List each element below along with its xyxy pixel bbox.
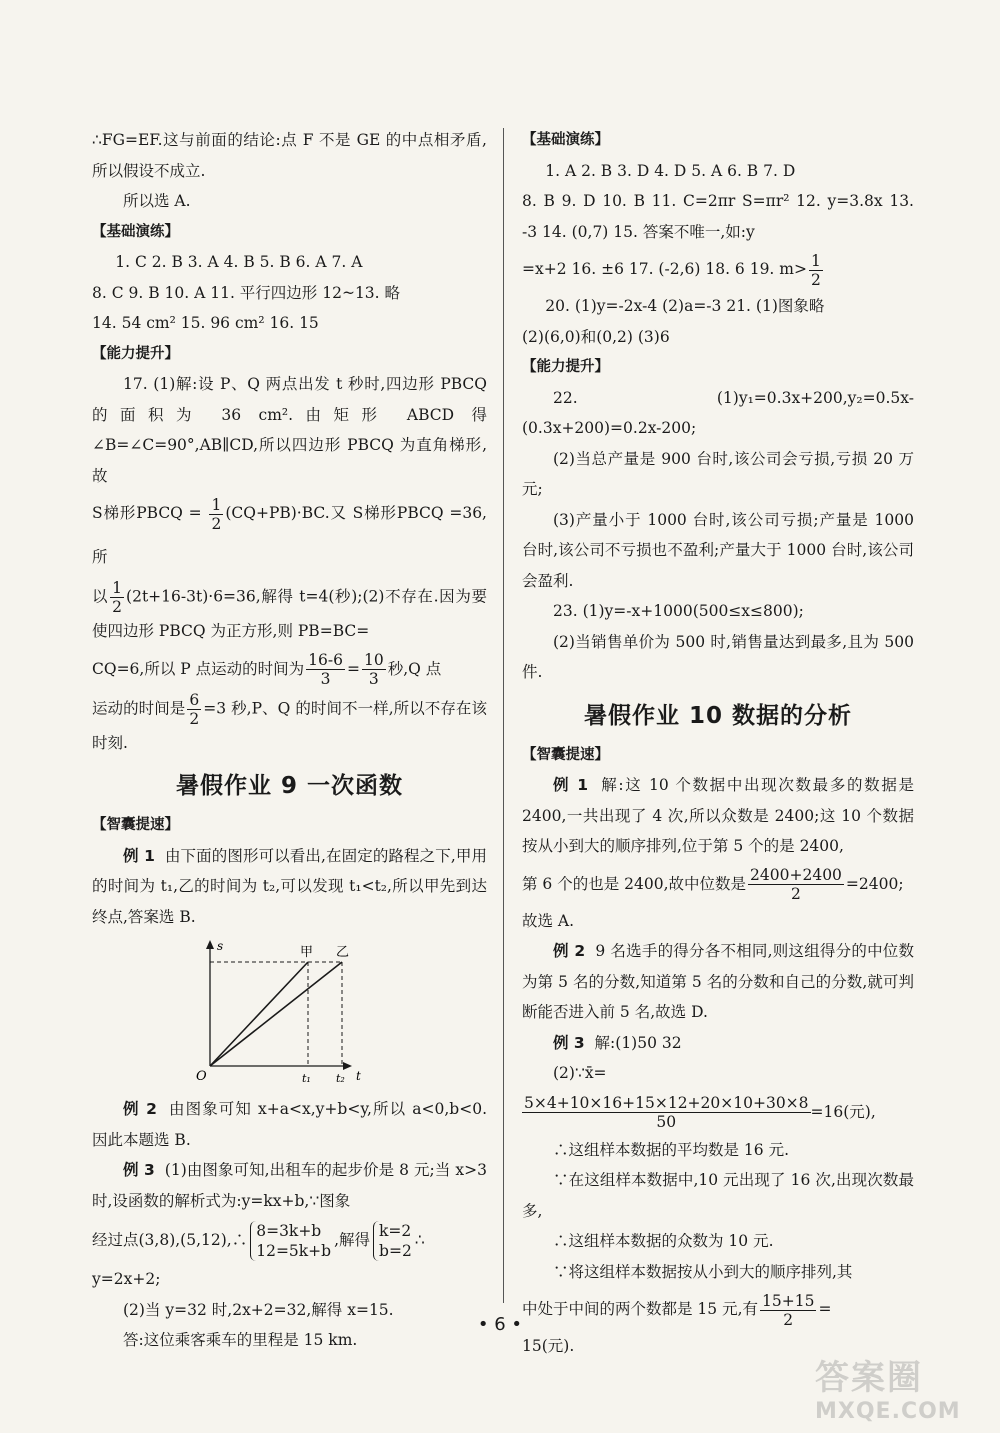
example-label: 例 1 — [553, 776, 589, 794]
line-yi — [210, 962, 342, 1066]
example-paragraph — [522, 770, 914, 862]
text-line: 故选 A. — [522, 911, 575, 930]
y-axis-arrow — [206, 940, 214, 949]
numerator: 6 — [189, 690, 200, 709]
example-paragraph — [522, 1028, 914, 1059]
fraction — [187, 691, 201, 728]
equation: 8=3k+b — [256, 1222, 322, 1240]
text-fragment: = — [346, 659, 360, 678]
text-fragment: =x+2 16. ±6 17. (-2,6) 18. 6 19. m> — [522, 260, 807, 278]
text-line: 所以选 A. — [123, 192, 191, 210]
label-yi: 乙 — [336, 945, 350, 960]
text-line: ∵将这组样本数据按从小到大的顺序排列,其 — [553, 1262, 853, 1281]
page-number: • 6 • — [477, 1314, 523, 1335]
example-text: 由下面的图形可以看出,在固定的路程之下,甲用的时间为 t₁,乙的时间为 t₂,可以发现 t₁<t₂,所以甲先到达终点,答案选 B. — [92, 846, 487, 926]
example-paragraph — [92, 1094, 487, 1155]
chapter-title: 暑假作业 9 一次函数 — [175, 773, 404, 799]
answer-line: 1. A 2. B 3. D 4. D 5. A 6. B 7. D — [545, 161, 796, 180]
denominator: 3 — [320, 670, 331, 688]
text-fragment: 中处于中间的两个数都是 15 元,有 — [522, 1300, 759, 1318]
text-fragment: S梯形PBCQ = — [92, 504, 202, 522]
denominator: 2 — [791, 885, 801, 903]
formula-line — [92, 491, 487, 579]
denominator: 2 — [211, 514, 222, 533]
watermark-text: 答案圈 — [815, 1358, 923, 1398]
fraction — [809, 252, 823, 289]
section-heading: 【智囊提速】 — [522, 746, 609, 763]
fraction — [110, 579, 124, 616]
formula-line — [522, 862, 914, 906]
right-column — [522, 125, 914, 1362]
equation: 12=5k+b — [256, 1242, 332, 1260]
text-paragraph: (2)当总产量是 900 台时,该公司会亏损,亏损 20 万元; — [522, 449, 914, 498]
axis-label-s: s — [217, 939, 224, 953]
x-axis-arrow — [343, 1062, 352, 1070]
section-heading: 【能力提升】 — [522, 359, 609, 375]
text-line: 答:这位乘客乘车的里程是 15 km. — [123, 1331, 358, 1349]
text-line: ∵在这组样本数据中,10 元出现了 16 次,出现次数最多, — [522, 1171, 914, 1220]
example-label: 例 3 — [553, 1033, 585, 1052]
text-fragment: 以 — [92, 587, 109, 606]
example-label: 例 1 — [123, 846, 155, 865]
text-paragraph: 23. (1)y=-x+1000(500≤x≤800); — [553, 602, 804, 620]
numerator: 2400+2400 — [750, 866, 842, 884]
formula-line — [92, 647, 487, 691]
section-heading: 【能力提升】 — [92, 345, 179, 362]
example-text: 由图象可知 x+a<x,y+b<y,所以 a<0,b<0.因此本题选 B. — [92, 1100, 488, 1149]
text-fragment: 运动的时间是 — [92, 699, 186, 717]
t2-label: t₂ — [336, 1072, 345, 1085]
text-line: 15(元). — [522, 1337, 575, 1355]
line-jia — [210, 962, 308, 1066]
numerator: 1 — [810, 251, 821, 270]
denominator: 2 — [810, 270, 821, 289]
example-paragraph — [522, 936, 914, 1028]
numerator: 1 — [211, 495, 222, 514]
numerator: 5×4+10×16+15×12+20×10+30×8 — [524, 1094, 809, 1112]
fraction — [209, 496, 223, 533]
text-fragment: =16(元), — [810, 1102, 876, 1121]
example-label: 例 3 — [123, 1161, 155, 1179]
text-line: ∴FG=EF.这与前面的结论:点 F 不是 GE 的中点相矛盾,所以假设不成立. — [92, 131, 487, 180]
text-paragraph: 22. (1)y₁=0.3x+200,y₂=0.5x-(0.3x+200)=0.2x-200; — [522, 388, 914, 437]
text-fragment: =3 秒,P、Q 的时间不一样,所以不存在该时刻. — [92, 699, 487, 752]
origin-label: O — [196, 1069, 207, 1084]
section-heading: 【基础演练】 — [92, 223, 179, 240]
chapter-title: 暑假作业 10 数据的分析 — [583, 702, 853, 729]
example-label: 例 2 — [553, 942, 586, 960]
text-fragment: (CQ+PB)·BC.又 S梯形PBCQ =36,所 — [92, 504, 487, 566]
denominator: 2 — [783, 1310, 794, 1329]
equation: b=2 — [379, 1242, 412, 1260]
fraction — [748, 866, 844, 903]
fraction — [362, 651, 386, 688]
column-divider — [503, 128, 504, 1303]
text-fragment: (2t+16-3t)·6=36,解得 t=4(秒);(2)不存在.因为要使四边形 PBCQ 为正方形,则 PB=BC= — [92, 587, 487, 640]
equation: k=2 — [379, 1222, 412, 1240]
section-heading: 【基础演练】 — [522, 132, 609, 148]
text-fragment: ,解得 — [334, 1231, 371, 1249]
example-label: 例 2 — [123, 1100, 157, 1118]
example-text: (1)由图象可知,出租车的起步价是 8 元;当 x>3 时,设函数的解析式为:y=kx+b,∵图象 — [92, 1161, 487, 1210]
numerator: 16-6 — [308, 651, 343, 669]
denominator: 2 — [189, 709, 200, 728]
numerator: 15+15 — [762, 1291, 815, 1310]
formula-line — [92, 1216, 487, 1264]
text-fragment: ∴ — [414, 1231, 425, 1249]
example-text: 解:(1)50 32 — [594, 1033, 682, 1052]
text-fragment: 秒,Q 点 — [387, 659, 442, 678]
text-paragraph: (2)当销售单价为 500 时,销售量达到最多,且为 500 件. — [522, 632, 914, 681]
denominator: 2 — [112, 598, 123, 616]
fraction — [306, 651, 345, 688]
text-line: ∴这组样本数据的平均数是 16 元. — [553, 1140, 790, 1159]
denominator: 3 — [368, 670, 379, 688]
example-text: 解:这 10 个数据中出现次数最多的数据是 2400,一共出现了 4 次,所以众数是 2400;这 10 个数据按从小到大的顺序排列,位于第 5 个的是 2400, — [522, 776, 914, 855]
numerator: 1 — [112, 579, 123, 597]
watermark-logo — [815, 1350, 980, 1425]
label-jia: 甲 — [300, 945, 314, 960]
text-line: ∴这组样本数据的众数为 10 元. — [553, 1232, 774, 1250]
text-paragraph: 17. (1)解:设 P、Q 两点出发 t 秒时,四边形 PBCQ 的面积为 36 cm².由矩形 ABCD 得∠B=∠C=90°,AB∥CD,所以四边形 PBCQ 为直角梯形,故 — [92, 375, 487, 485]
text-paragraph: (3)产量小于 1000 台时,该公司亏损;产量是 1000 台时,该公司不亏损也不盈利;产量大于 1000 台时,该公司会盈利. — [522, 510, 914, 590]
numerator: 10 — [363, 651, 384, 669]
denominator: 50 — [656, 1113, 677, 1131]
answer-line: 20. (1)y=-2x-4 (2)a=-3 21. (1)图象略 — [545, 297, 825, 315]
answer-line: 8. B 9. D 10. B 11. C=2πr S=πr² 12. y=3.8x 13. -3 14. (0,7) 15. 答案不唯一,如:y — [522, 192, 914, 241]
example-paragraph — [92, 841, 487, 933]
text-fragment: = — [818, 1300, 832, 1318]
fraction — [522, 1094, 811, 1131]
text-line: y=2x+2; — [92, 1270, 161, 1288]
formula-line — [522, 247, 914, 291]
answer-line: 14. 54 cm² 15. 96 cm² 16. 15 — [92, 314, 319, 332]
formula-line — [92, 579, 487, 647]
text-fragment: =2400; — [845, 874, 904, 893]
section-heading: 【智囊提速】 — [92, 817, 179, 833]
formula-line — [522, 1089, 914, 1135]
t1-label: t₁ — [302, 1072, 311, 1085]
example-paragraph — [92, 1155, 487, 1216]
equation-system — [373, 1221, 412, 1261]
text-line: (2)当 y=32 时,2x+2=32,解得 x=15. — [123, 1300, 394, 1319]
left-column — [92, 125, 487, 1356]
text-fragment: 第 6 个的也是 2400,故中位数是 — [522, 874, 747, 893]
axis-label-t: t — [356, 1069, 361, 1083]
watermark-url: MXQE.COM — [815, 1399, 961, 1424]
answer-line: 8. C 9. B 10. A 11. 平行四边形 12~13. 略 — [92, 283, 401, 302]
text-line: (2)∵x̄= — [553, 1064, 607, 1082]
text-fragment: 经过点(3,8),(5,12),∴ — [92, 1231, 248, 1249]
distance-time-graph — [182, 938, 361, 1088]
formula-line — [92, 691, 487, 759]
equation-system — [250, 1221, 331, 1261]
example-text: 9 名选手的得分各不相同,则这组得分的中位数为第 5 名的分数,知道第 5 名的分数和自己的分数,就可判断能否进入前 5 名,故选 D. — [522, 942, 915, 1021]
answer-line: 1. C 2. B 3. A 4. B 5. B 6. A 7. A — [115, 253, 363, 271]
text-fragment: CQ=6,所以 P 点运动的时间为 — [92, 659, 305, 678]
answer-line: (2)(6,0)和(0,2) (3)6 — [522, 327, 670, 346]
